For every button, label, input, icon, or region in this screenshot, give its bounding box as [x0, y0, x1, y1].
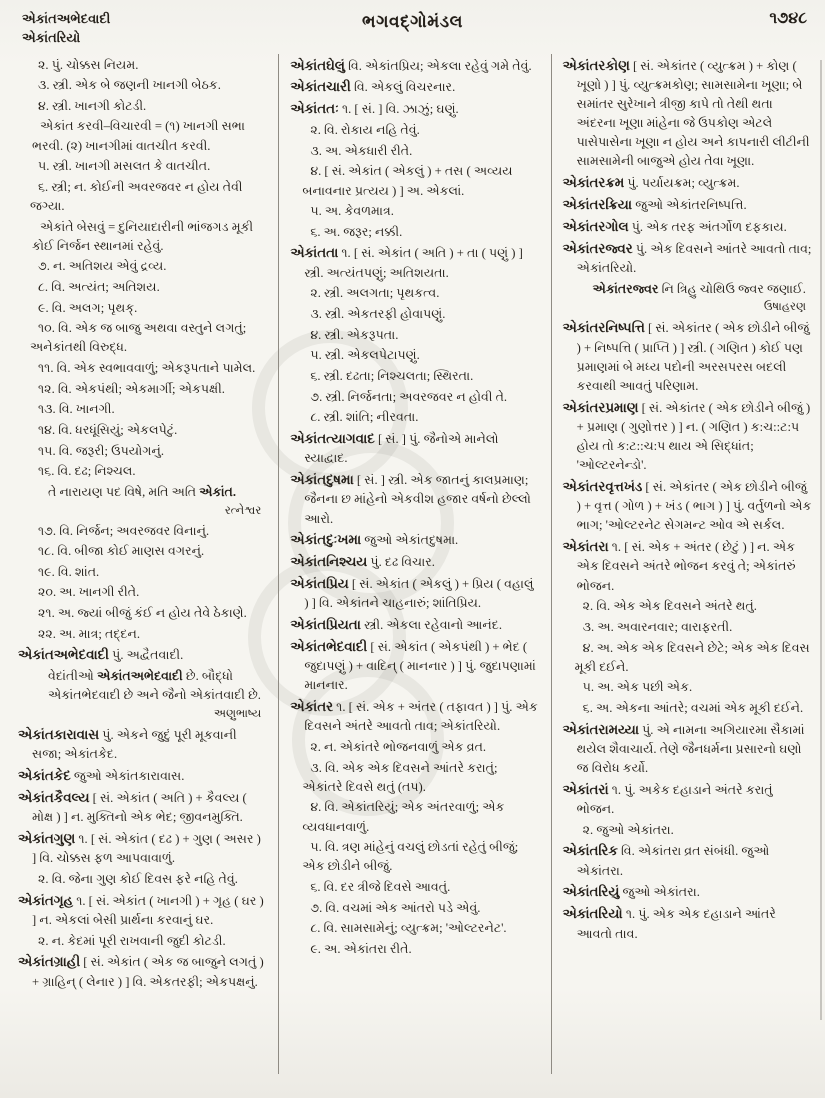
entry-text: પું. એકને જુદું પૂરી મૂકવાની સજા; એકાંતકેદ. [32, 728, 237, 762]
headword: એકાંતરજ્વર [592, 281, 659, 296]
entry-idiom [18, 218, 267, 256]
entry-text: ૨૦. અ. ખાનગી રીતે. [38, 585, 140, 600]
headword: એકાંતરજ્વર [562, 240, 633, 256]
entry-idiom [18, 117, 267, 155]
headword: એકાંતઅભેદવાદી [18, 647, 110, 663]
entry-text: ૨૧. અ. જ્યાં બીજું કંઈ ન હોય તેવે ઠેકાણે. [38, 606, 247, 621]
dictionary-entry [290, 56, 539, 76]
entry-text: ૧૨. વિ. એકપંથી; એકમાર્ગી; એકપક્ષી. [38, 381, 225, 396]
entry-sense [563, 639, 812, 677]
headword: એકાંતતઃ [290, 101, 339, 117]
headword: એકાંતરિક [562, 843, 618, 859]
dictionary-entry [290, 99, 539, 119]
entry-text: [ સં. એકાંત ( એકલું ) + પ્રિય ( વહાલું ) ] વિ. એકાંતને ચાહનારું; શાંતિપ્રિય. [304, 576, 534, 611]
entry-text: ૬. અ. એકના આંતરે; વચમાં એક મૂકી દઈને. [582, 700, 804, 715]
entry-text: ૧૭. વિ. નિર્જન; અવરજવર વિનાનું. [38, 523, 210, 538]
entry-sense [18, 421, 267, 440]
headword: એકાંતઘેલું [290, 57, 345, 73]
dictionary-entry [290, 637, 539, 696]
entry-text: [ સં. એકાંત ( એક જ બાજુને લગતું ) + ગ્રાહિન્ ( લેનાર ) ] વિ. એકતરફી; એકપક્ષનું. [32, 955, 264, 989]
dictionary-entry [18, 766, 267, 786]
entry-text: છે. બૌદ્ધો એકાંતભેદવાદી છે અને જૈનો એકાંતવાદી છે. [48, 669, 261, 703]
entry-sense [290, 162, 539, 200]
entry-text: [ સં. એકાંતર ( એક છોડીને બીજું ) + પ્રમાણ ( ગુણોત્તર ) ] ન. ( ગણિત ) ક:ચ::ટ:પ હોય તો ક:ટ::ચ:પ થાય એ સિદ્ધાંત; 'ઓલ્ટરનેન્ડો'. [576, 400, 811, 473]
entry-text: સ્ત્રી. એકલા રહેવાનો આનંદ. [360, 617, 502, 632]
entry-sense [290, 878, 539, 897]
entry-text: ૧. [ સં. એકાંત ( ખાનગી ) + ગૃહ ( ઘર ) ] ન. એકલાં બેસી પ્રાર્થના કરવાનું ઘર. [32, 893, 264, 927]
entry-sense [18, 359, 267, 378]
entry-sense [18, 522, 267, 541]
dictionary-entry [290, 243, 539, 283]
dictionary-entry [18, 952, 267, 992]
entry-text: ૩. સ્ત્રી. એકતરફી હોવાપણું. [310, 307, 446, 322]
dictionary-entry [290, 429, 539, 469]
entry-text: ૪. અ. એક એક દિવસને છેટે; એક એક દિવસ મૂકી દઈને. [574, 640, 810, 674]
entry-text: વિ. એકાંતરા વ્રત સંબંધી. જુઓ એકાંતરા. [576, 844, 770, 878]
entry-sense [290, 142, 539, 161]
entry-sense [18, 319, 267, 357]
entry-text: ૨. વિ. રોકાય નહિ તેવું. [310, 123, 420, 138]
entry-sense [18, 76, 267, 95]
entry-text: ૫. સ્ત્રી. ખાનગી મસલત કે વાતચીત. [38, 159, 211, 174]
entry-text: ૧. [ સં. એક + અંતર ( તફાવત ) ] પું. એક દિવસને અંતરે આવતો તાવ; એકાંતરિયો. [304, 699, 538, 734]
dictionary-entry [290, 615, 539, 635]
entry-text: પું. પર્યાયક્રમ; વ્યુત્ક્રમ. [624, 176, 740, 191]
entry-text: ૮. વિ. સામસામેનું; વ્યુત્ક્રમ; 'ઓલ્ટરનેટ'. [310, 921, 507, 936]
entry-text: ૧૩. વિ. ખાનગી. [38, 402, 115, 417]
entry-text: ૭. સ્ત્રી. નિર્જનતા; અવરજવર ન હોવી તે. [310, 389, 508, 404]
headword: એકાંતરક્રમ [562, 175, 625, 191]
headword: એકાંતરિયો [562, 906, 623, 922]
headword: એકાંતદુઃખમા [290, 532, 362, 548]
entry-text: ૩. અ. અવારનવાર; વારાફરતી. [582, 619, 733, 634]
headword: એકાંતગૃહ [18, 892, 74, 908]
entry-text: ૪. સ્ત્રી. ખાનગી કોટડી. [38, 98, 147, 113]
dictionary-entry [563, 780, 812, 820]
dictionary-entry [290, 77, 539, 97]
entry-sense [18, 442, 267, 461]
entry-text: પું. એક દિવસને આંતરે આવતો તાવ; એકાંતરિયો. [576, 241, 812, 276]
entry-sense [290, 346, 539, 365]
entry-text: નિ ત્રિહુ ચોથિઉ જ્વર જણાઈ. [658, 281, 806, 296]
entry-sense [18, 257, 267, 276]
dictionary-entry [563, 882, 812, 902]
headword: એકાંત. [199, 484, 237, 499]
entry-text: જુઓ એકાંતરા. [619, 885, 700, 900]
entry-text: ૪. [ સં. એકાંત ( એકલું ) + તસ ( અવ્યય બનાવનાર પ્રત્યય ) ] અ. એકલાં. [302, 164, 513, 198]
entry-sense [290, 326, 539, 345]
headword: એકાંતરામય્યા [562, 721, 639, 737]
entry-text: ઉષાહરણ [763, 301, 806, 314]
entry-sense [290, 388, 539, 407]
dictionary-entry [18, 788, 267, 828]
dictionary-entry [290, 470, 539, 529]
entry-text: ૬. અ. જરૂર; નક્કી. [310, 224, 403, 239]
entry-sense [563, 699, 812, 718]
entry-sense [18, 932, 267, 951]
entry-sense [563, 678, 812, 697]
entry-sense [18, 299, 267, 318]
entry-text: એકાંત કરવી–વિચારવી = (૧) ખાનગી સભા ભરવી. (૨) ખાનગીમાં વાતચીત કરવી. [32, 119, 245, 153]
citation-source [563, 299, 812, 316]
dictionary-entry [18, 891, 267, 931]
entry-text: [ સં. એકાંત ( એકપંથી ) + ભેદ ( જુદાપણું ) + વાદિન્ ( માનનાર ) ] પું. જુદાપણામાં માનનાર. [304, 639, 536, 693]
headword: એકાંતઅભેદવાદી [97, 669, 183, 684]
entry-sense [18, 462, 267, 481]
entry-text: ૬. સ્ત્રી; ન. કોઈની અવરજવર ન હોય તેવી જગ્યા. [30, 179, 243, 213]
entry-sense [18, 178, 267, 216]
entry-sense [563, 821, 812, 840]
page-header [0, 8, 825, 52]
headword: એકાંતકેદ [18, 768, 71, 784]
headword: એકાંતરિયું [562, 884, 620, 900]
entry-text: ૨. જુઓ એકાંતરા. [582, 822, 674, 837]
entry-text: ૨. પું. ચોક્કસ નિયમ. [38, 57, 139, 72]
entry-sense [290, 940, 539, 959]
entry-text: ૨. વિ. જેના ગુણ કોઈ દિવસ ફરે નહિ તેવું. [38, 871, 238, 886]
entry-text: પું. અદ્વૈતવાદી. [109, 648, 184, 663]
entry-sense [18, 870, 267, 889]
headword: એકાંતત્યાગવાદ [290, 430, 375, 446]
citation-quote [563, 280, 812, 299]
entry-text: ૧૧. વિ. એક સ્વભાવવાળું; એકરૂપતાને પામેલ. [38, 361, 256, 376]
entry-text: ૨. વિ. એક એક દિવસને અંતરે થતું. [582, 599, 757, 614]
headword: એકાંતભેદવાદી [290, 638, 368, 654]
citation-quote [18, 483, 267, 502]
dictionary-entry [563, 217, 812, 237]
page-number: ૧૭૪૮ [769, 10, 807, 27]
entry-text: [ સં. ] પું. જૈનોએ માનેલો સ્યાદ્વાદ. [304, 431, 499, 466]
dictionary-entry [563, 398, 812, 476]
dictionary-entry [290, 552, 539, 572]
entry-text: પું. એક તરફ અંતર્ગોળ દફકાય. [628, 219, 787, 234]
entry-text: ૧૬. વિ. દઢ; નિશ્ચલ. [38, 464, 136, 479]
entry-text: [ સં. એકાંતર ( વ્યુત્ક્રમ ) + કોણ ( ખૂણો ) ] પું. વ્યુત્ક્રમકોણ; સામસામેના ખૂણા; બે સમાંતર સુરેખાને ત્રીજી કાપે તો તેથી થતા અંદરના ખૂણા માંહેના જે ઉપકોણ એટલે પાસેપાસેના ખૂણા ન હોય અને કાપનારી લીટીની સામસામેની બાજુએ હોય તેવા ખૂણા. [576, 58, 810, 169]
entry-text: ૧. પું. અકેક દહાડાને અંતરે કરાતું ભોજન. [576, 782, 773, 817]
entry-text: ૧૦. વિ. એક જ બાજુ અથવા વસ્તુને લગતું; અનેકાંતથી વિરુદ્ધ. [30, 321, 247, 355]
entry-text: ૧. [ સં. એક + અંતર ( છેટું ) ] ન. એક એક દિવસને અંતરે ભોજન કરવું તે; એકાંતરું ભોજન. [576, 540, 796, 593]
entry-text: ૫. વિ. ત્રણ માંહેનું વચલું છોડતાં રહેતું બીજું; એક છોડીને બીજું. [302, 840, 519, 874]
entry-sense [18, 625, 267, 644]
entry-text: ૧૫. વિ. જરૂરી; ઉપયોગનું. [38, 443, 164, 458]
entry-sense [290, 899, 539, 918]
dictionary-entry [563, 56, 812, 172]
headword: એકાંતરગોલ [562, 218, 629, 234]
entry-text: ૧. પું. એક એક દહાડાને આંતરે આવતો તાવ. [576, 907, 776, 941]
entry-text: ૮. વિ. અત્યંત; અતિશય. [38, 280, 160, 295]
headword: એકાંતનિશ્ચય [290, 554, 368, 570]
entry-sense [290, 798, 539, 836]
headword: એકાંતચારી [290, 79, 351, 95]
entry-sense [290, 121, 539, 140]
entry-text: ૨૨. અ. માત્ર; તદ્દન. [38, 626, 140, 641]
entry-sense [290, 759, 539, 797]
entry-text: ૩. સ્ત્રી. એક બે જણની ખાનગી બેઠક. [38, 78, 221, 93]
entry-text: ૩. વિ. એક એક દિવસને આંતરે કરાતું; એકાંતરે દિવસે થતું (તપ). [302, 760, 498, 794]
dictionary-entry [563, 477, 812, 536]
entry-sense [290, 367, 539, 386]
headword: એકાંતરવૃત્તખંડ [562, 478, 643, 494]
dictionary-entry [18, 829, 267, 869]
entry-text: ૧૯. વિ. શાંત. [38, 564, 100, 579]
entry-text: ૧. [ સં. એકાંત ( અતિ ) + તા ( પણું ) ] સ્ત્રી. અત્યંતપણું; અતિશયતા. [304, 246, 523, 280]
entry-text: ૧. [ સં. એકાંત ( દઢ ) + ગુણ ( અસર ) ] વિ. ચોક્કસ ફળ આપવાવાળું. [32, 831, 261, 866]
column-1 [18, 54, 267, 1074]
dictionary-entry [563, 195, 812, 215]
entry-sense [290, 838, 539, 876]
dictionary-entry [563, 537, 812, 596]
page-title: ભગવદ્ગોમંડલ [362, 12, 463, 31]
dictionary-entry [563, 173, 812, 193]
headword: એકાંતરાં [562, 781, 609, 797]
entry-sense [18, 542, 267, 561]
headword: એકાંતગુણ [18, 830, 76, 846]
citation-source [18, 503, 267, 520]
headword: એકાંતતા [290, 245, 339, 261]
dictionary-entry [290, 530, 539, 550]
entry-text: ૬. સ્ત્રી. દઢતા; નિશ્ચલતા; સ્થિરતા. [310, 369, 474, 384]
column-2 [278, 54, 539, 1074]
entry-text: પું. દઢ વિચાર. [367, 555, 435, 570]
dictionary-entry [563, 904, 812, 944]
entry-text: ૮. સ્ત્રી. શાંતિ; નીરવતા. [310, 410, 419, 425]
headword: એકાંતકારાવાસ [18, 727, 100, 743]
citation-quote [18, 667, 267, 705]
entry-text: ૨. ન. કેદમાં પૂરી રાખવાની જુદી કોટડી. [38, 933, 226, 948]
entry-sense [18, 56, 267, 75]
headword: એકાંતરા [562, 539, 609, 555]
entry-text: જુઓ એકાંતરનિષ્પત્તિ. [632, 197, 747, 212]
headword: એકાંતર [290, 698, 333, 714]
entry-sense [563, 618, 812, 637]
entry-sense [290, 284, 539, 303]
entry-sense [18, 157, 267, 176]
headword: એકાંતરનિષ્પત્તિ [562, 320, 645, 336]
entry-sense [18, 563, 267, 582]
entry-text: ૭. ન. અતિશય એવું દ્રવ્ય. [38, 259, 167, 274]
dictionary-entry [290, 574, 539, 614]
entry-text: [ સં. ] સ્ત્રી. એક જાતનું કાલપ્રમાણ; જૈનના છ માંહેનો એકવીશ હજાર વર્ષનો છેલ્લો આરો. [304, 472, 531, 526]
dictionary-entry [18, 645, 267, 665]
entry-text: ૭. વિ. વચમાં એક આંતરો પડે એવું. [310, 900, 481, 915]
entry-sense [290, 738, 539, 757]
headword: એકાંતપ્રિયતા [290, 616, 361, 632]
guide-word-bottom: એકાંતરિયો [22, 29, 81, 45]
entry-text: ૨. ન. એકાંતરે ભોજનવાળું એક વ્રત. [310, 739, 487, 754]
headword: એકાંતરકોણ [562, 57, 630, 73]
entry-text: ૪. વિ. એકાંતરિયું; એક અંતરવાળું; એક વ્યવધાનવાળું. [302, 800, 505, 834]
dictionary-entry [563, 841, 812, 881]
guide-word-top: એકાંતઅભેદવાદી [22, 11, 111, 26]
entry-text: ૫. અ. કેવળમાત્ર. [310, 204, 394, 219]
text-columns [18, 54, 812, 1074]
entry-sense [290, 408, 539, 427]
entry-text: [ સં. એકાંત ( અતિ ) + કૈવલ્ય ( મોક્ષ ) ] ન. મુક્તિનો એક ભેદ; જીવનમુક્તિ. [32, 790, 247, 825]
entry-text: ૩. અ. એકધારી રીતે. [310, 143, 413, 158]
entry-text: જુઓ એકાંતકારાવાસ. [70, 769, 185, 784]
entry-sense [18, 604, 267, 623]
scan-edge-line [820, 60, 822, 1020]
dictionary-entry [18, 725, 267, 765]
entry-sense [18, 278, 267, 297]
entry-text: ૬. વિ. દર ત્રીજે દિવસે આવતું. [310, 879, 451, 894]
entry-text: એકાંતે બેસવું = દુનિયાદારીની ભાંજગડ મૂકી કોઈ નિર્જન સ્થાનમાં રહેવું. [32, 219, 254, 253]
entry-text: રત્નેશ્વર [224, 504, 262, 517]
entry-text: ૧૮. વિ. બીજા કોઈ માણસ વગરનું. [38, 544, 205, 559]
entry-sense [563, 597, 812, 616]
headword: એકાંતગ્રાહી [18, 954, 81, 970]
citation-source [18, 706, 267, 723]
entry-text: ૨. સ્ત્રી. અલગતા; પૃથકત્વ. [310, 286, 440, 301]
dictionary-entry [563, 720, 812, 779]
entry-text: વિ. એકલું વિચરનાર. [350, 80, 456, 95]
headword: એકાંતકૈવલ્ય [18, 789, 90, 805]
entry-text: પું. એ નામના અગિયારમા સૈકામાં થયેલ શૈવાચાર્ય. તેણે જૈનધર્મના પ્રસારનો ઘણો જ વિરોધ કર્યો. [576, 722, 805, 776]
entry-text: ૫. અ. એક પછી એક. [582, 680, 693, 695]
headword: એકાંતપ્રિય [290, 575, 349, 591]
entry-text: જુઓ એકાંતદુષમા. [361, 533, 459, 548]
entry-text: ૧. [ સં. ] વિ. ઝાઝું; ઘણું. [338, 102, 459, 117]
entry-text: [ સં. એકાંતર ( એક છોડીને બીજું ) + વૃત્ત ( ગોળ ) + ખંડ ( ભાગ ) ] પું. વર્તુળનો એક ભાગ; 'ઓલ્ટરનેટ સેગમન્ટ ઓવ એ સર્કલ. [576, 479, 812, 533]
headword: એકાંતરપ્રમાણ [562, 399, 639, 415]
entry-sense [290, 305, 539, 324]
entry-sense [18, 97, 267, 116]
dictionary-entry [563, 318, 812, 396]
dictionary-entry [290, 697, 539, 737]
entry-text: વેદાંતીઓ [48, 669, 98, 684]
entry-text: ૯. અ. એકાંતરા રીતે. [310, 941, 412, 956]
entry-text: ૧૪. વિ. ધરધૂંસિયું; એકલપેટું. [38, 423, 178, 438]
entry-text: તે નારાયણ પદ વિષે, મતિ અતિ [48, 484, 200, 499]
entry-sense [18, 380, 267, 399]
entry-text: [ સં. એકાંતર ( એક છોડીને બીજું ) + નિષ્પત્તિ ( પ્રાપ્તિ ) ] સ્ત્રી. ( ગણિત ) કોઈ પણ પ્રમાણમાં બે મધ્ય પદોની અરસપરસ બદલી કરવાથી આવતું પરિણામ. [576, 321, 810, 393]
dictionary-entry [563, 239, 812, 279]
entry-sense [18, 400, 267, 419]
entry-text: ૫. સ્ત્રી. એકલપેટાપણું. [310, 348, 420, 363]
entry-text: અણુભાષ્ય [213, 708, 262, 721]
entry-text: વિ. એકાંતપ્રિય; એકલા રહેવું ગમે તેવું. [344, 58, 532, 73]
entry-sense [290, 202, 539, 221]
entry-sense [290, 223, 539, 242]
column-3 [551, 54, 812, 1074]
entry-text: ૪. સ્ત્રી. એકરૂપતા. [310, 327, 399, 342]
headword: એકાંતરક્રિયા [562, 196, 633, 212]
entry-sense [18, 583, 267, 602]
headword: એકાંતદુષમા [290, 471, 354, 487]
entry-sense [290, 919, 539, 938]
entry-text: ૯. વિ. અલગ; પૃથક્. [38, 300, 138, 315]
